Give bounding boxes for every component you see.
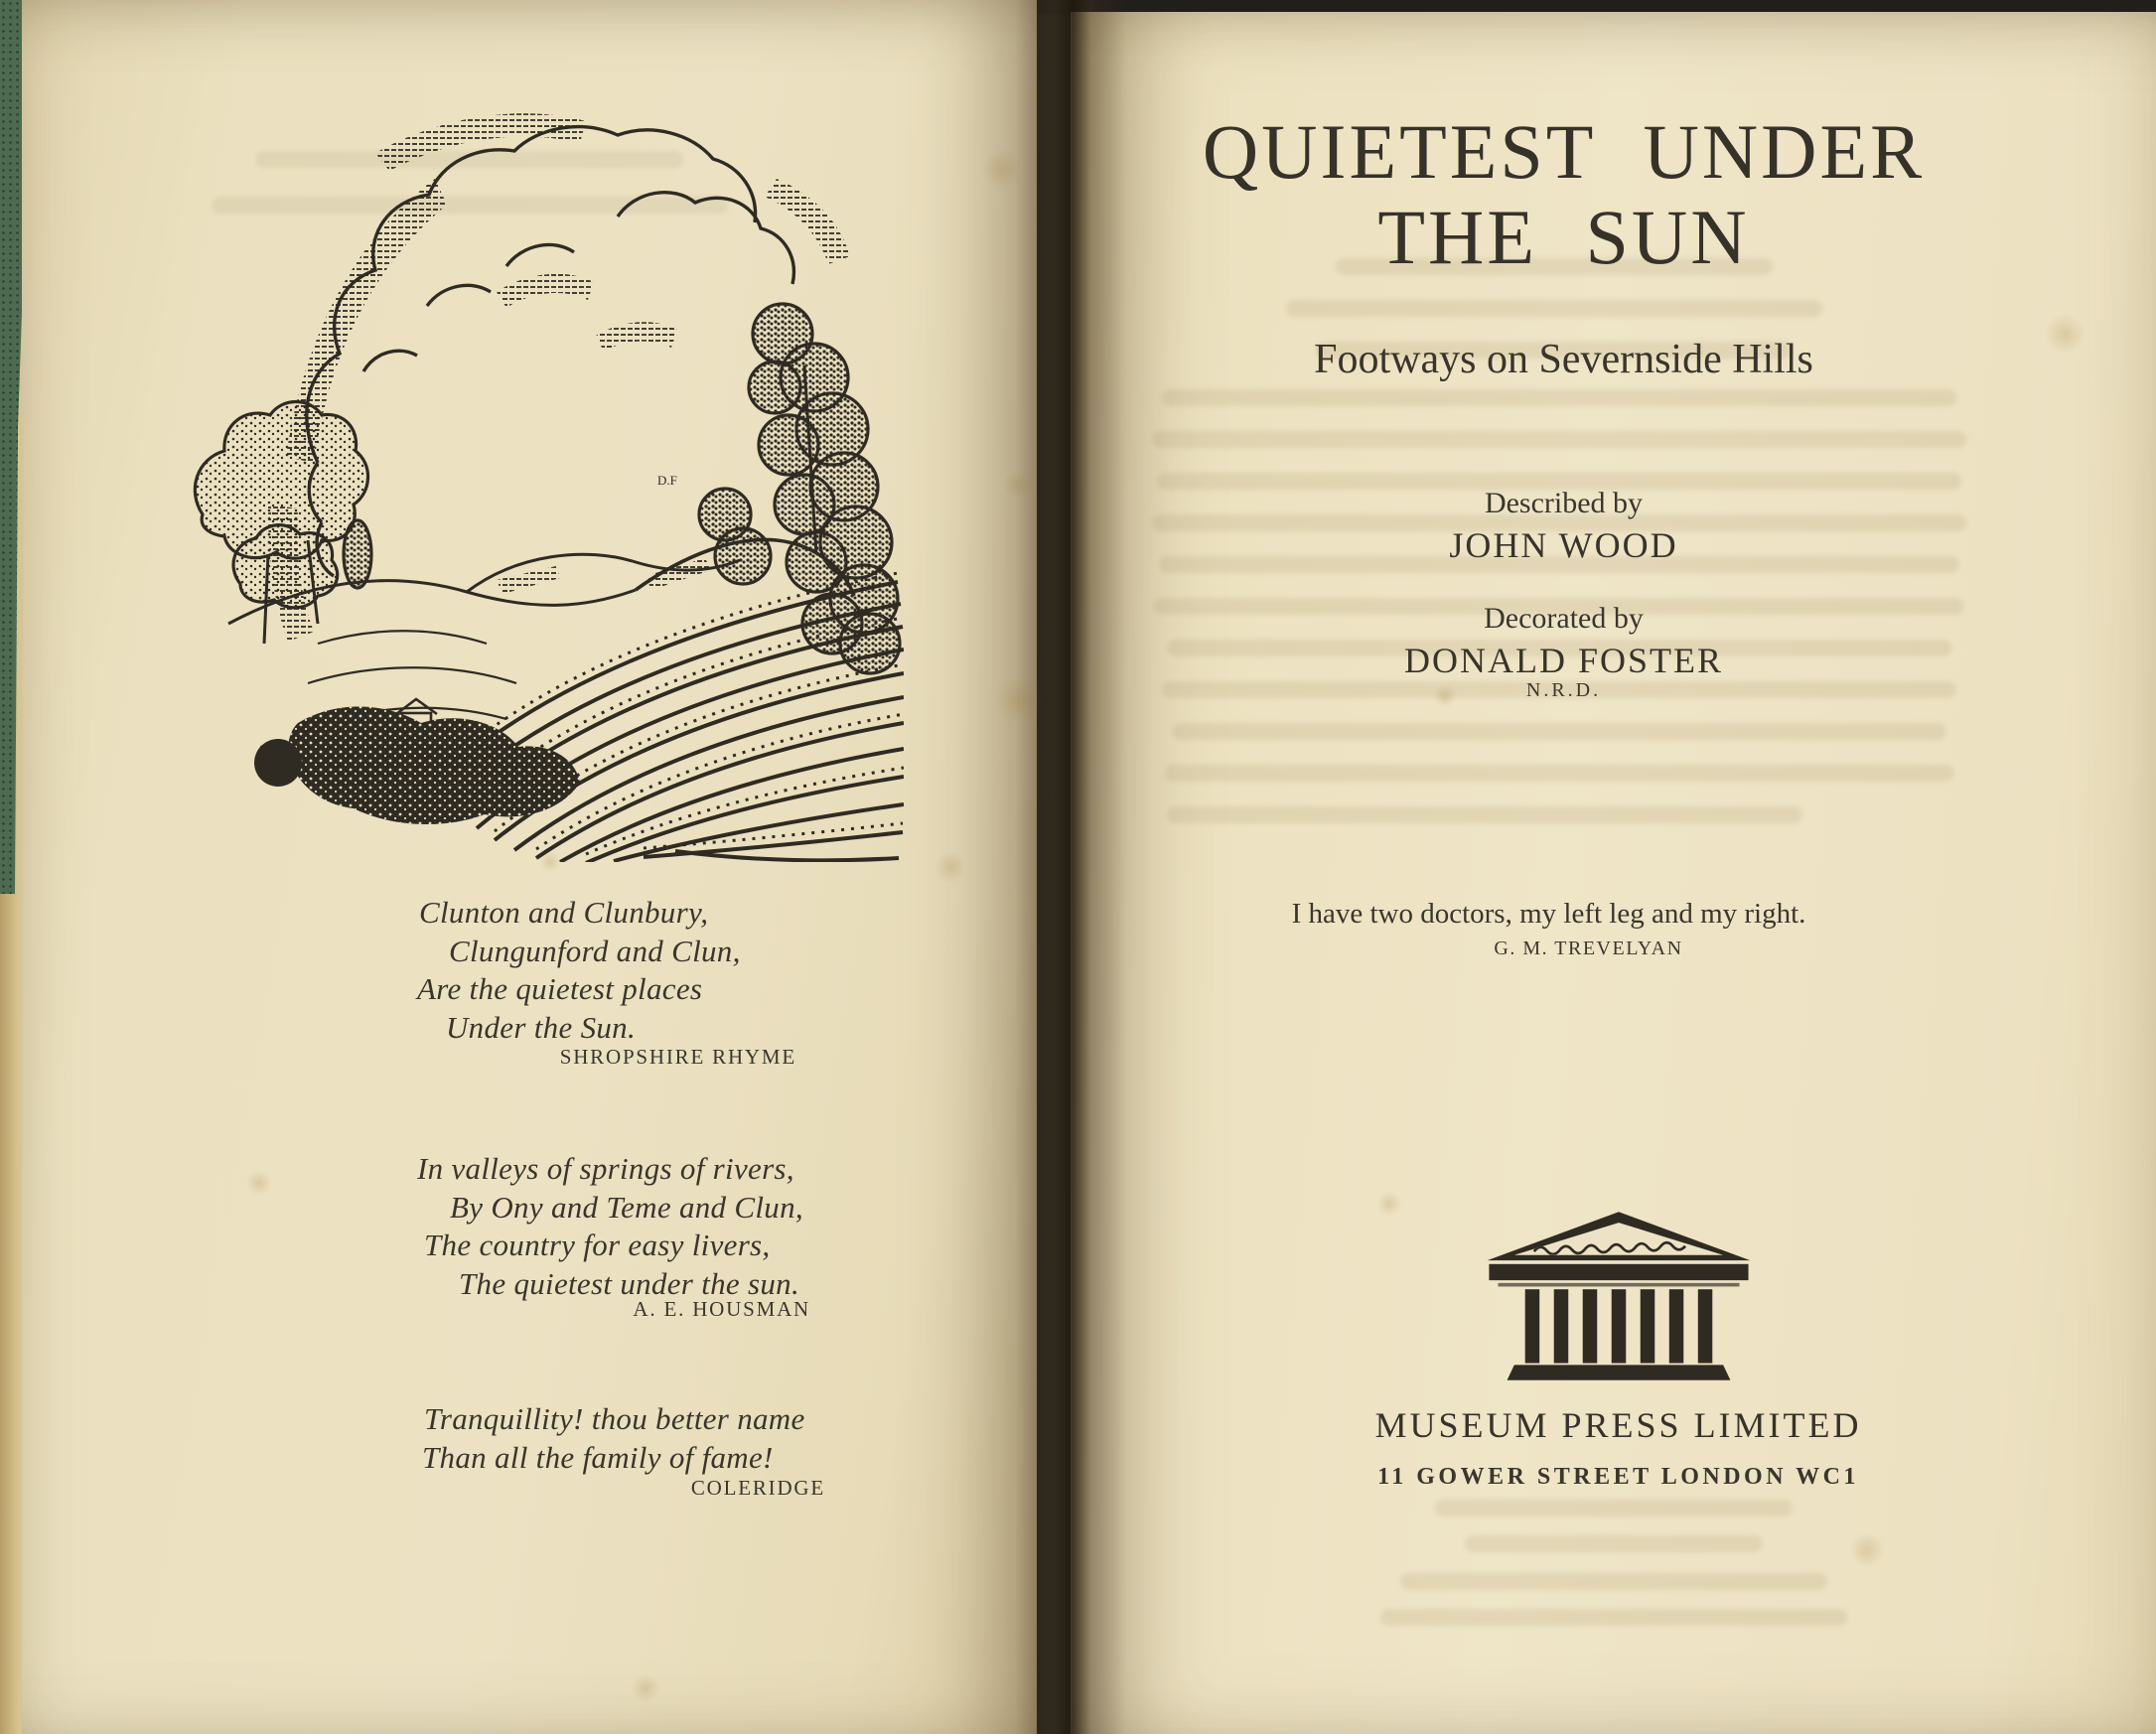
- quote-line: Clunton and Clunbury,: [419, 895, 709, 930]
- foxing-stain: [934, 851, 966, 883]
- show-through-text: [1380, 1609, 1847, 1626]
- show-through-text: [1286, 300, 1822, 317]
- foxing-stain: [1433, 684, 1457, 708]
- hedge: [254, 706, 580, 824]
- quote-line: In valleys of springs of rivers,: [417, 1151, 794, 1186]
- title-line-2: THE SUN: [1377, 194, 1750, 280]
- foxing-stain: [1849, 1532, 1885, 1568]
- publisher-address: 11 GOWER STREET LONDON WC1: [1377, 1464, 1859, 1490]
- show-through-text: [1167, 806, 1802, 823]
- foxing-stain: [994, 676, 1042, 724]
- quote-line: Than all the family of fame!: [422, 1439, 774, 1475]
- described-by-label: Described by: [1484, 487, 1644, 519]
- epigraph: I have two doctors, my left leg and my right.: [1291, 898, 1806, 930]
- show-through-text: [1172, 723, 1946, 740]
- show-through-text: [1164, 765, 1953, 782]
- quote-attribution: COLERIDGE: [690, 1476, 825, 1500]
- quote-line: The quietest under the sun.: [459, 1265, 800, 1301]
- publisher-name: MUSEUM PRESS LIMITED: [1374, 1405, 1862, 1445]
- title-line-1: QUIETEST UNDER: [1202, 108, 1926, 195]
- temple-columns-icon: [1484, 1208, 1754, 1384]
- show-through-text: [1465, 1535, 1763, 1552]
- artist-monogram: D.F: [657, 473, 677, 488]
- show-through-text: [1435, 1500, 1793, 1517]
- right-page: [1071, 12, 2156, 1734]
- quote-line: Tranquillity! thou better name: [424, 1401, 805, 1436]
- quote-attribution: SHROPSHIRE RHYME: [559, 1045, 796, 1069]
- author-name: JOHN WOOD: [1449, 525, 1678, 565]
- foxing-stain: [2044, 313, 2085, 355]
- show-through-text: [1400, 1573, 1827, 1590]
- valley-fields: [308, 631, 516, 719]
- decorated-by-label: Decorated by: [1484, 602, 1644, 635]
- publisher-logo: [1076, 1208, 2156, 1389]
- quote-housman: [417, 1150, 803, 1303]
- quote-coleridge: [422, 1400, 805, 1477]
- quote-line: The country for easy livers,: [424, 1228, 771, 1262]
- foxing-stain: [631, 1673, 660, 1703]
- book-subtitle: Footways on Severnside Hills: [1314, 337, 1813, 382]
- illustrator-honorific: N.R.D.: [1525, 679, 1602, 701]
- show-through-text: [1152, 431, 1966, 448]
- quote-shropshire-rhyme: [417, 894, 741, 1047]
- foxing-stain: [1376, 1191, 1402, 1217]
- landscape-vignette-illustration: [169, 87, 904, 862]
- quote-line: By Ony and Teme and Clun,: [450, 1189, 803, 1225]
- foxing-stain: [539, 851, 561, 873]
- quote-line: Under the Sun.: [446, 1009, 637, 1045]
- foxing-stain: [1003, 471, 1031, 499]
- illustrator-name: DONALD FOSTER: [1403, 641, 1723, 680]
- left-page: [22, 0, 1037, 1734]
- right-trees: [699, 304, 900, 673]
- show-through-text: [1162, 389, 1956, 406]
- quote-attribution: A. E. HOUSMAN: [633, 1297, 810, 1321]
- quote-line: Are the quietest places: [417, 971, 703, 1006]
- epigraph-attribution: G. M. TREVELYAN: [1494, 938, 1683, 959]
- quote-line: Clungunford and Clun,: [449, 933, 741, 968]
- foxing-stain: [982, 149, 1022, 189]
- book-title: [1021, 109, 2106, 280]
- foxing-stain: [246, 1170, 272, 1196]
- left-trees: [195, 402, 371, 608]
